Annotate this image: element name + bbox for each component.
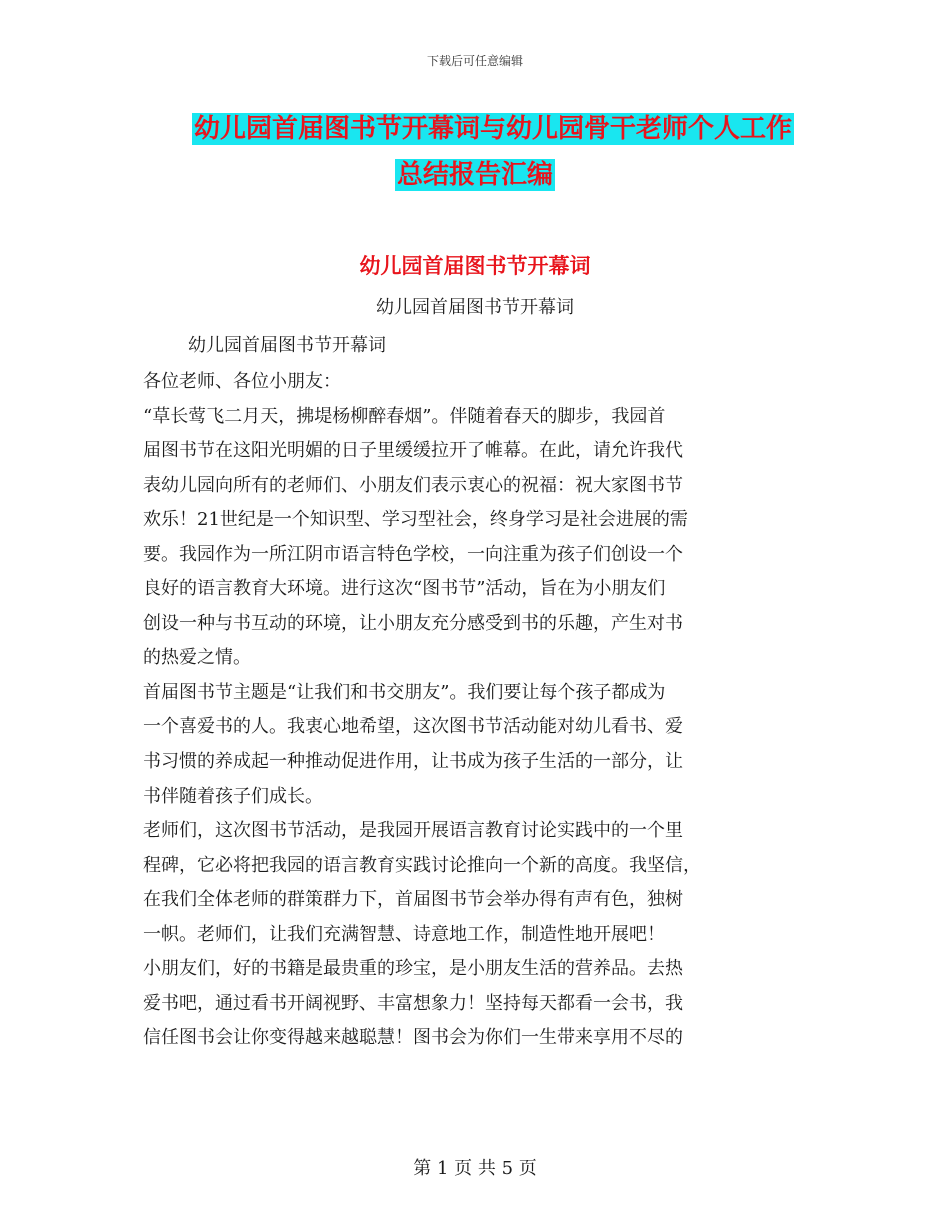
body-line: 欢乐！21世纪是一个知识型、学习型社会，终身学习是社会进展的需 bbox=[143, 509, 688, 531]
document-title-line-2 bbox=[0, 156, 950, 194]
body-line: 书伴随着孩子们成长。 bbox=[143, 785, 323, 807]
document-title-line-1 bbox=[18, 110, 950, 148]
body-line: 良好的语言教育大环境。进行这次“图书节”活动，旨在为小朋友们 bbox=[143, 578, 666, 600]
body-line: 小朋友们，好的书籍是最贵重的珍宝，是小朋友生活的营养品。去热 bbox=[143, 958, 683, 980]
body-line: 信任图书会让你变得越来越聪慧！图书会为你们一生带来享用不尽的 bbox=[143, 1027, 683, 1049]
page-number-footer: 第 1 页 共 5 页 bbox=[413, 1158, 537, 1179]
body-line: 程碑，它必将把我园的语言教育实践讨论推向一个新的高度。我坚信， bbox=[143, 854, 701, 876]
body-text bbox=[143, 365, 803, 1056]
body-line: 各位老师、各位小朋友： bbox=[143, 371, 341, 392]
body-line: 表幼儿园向所有的老师们、小朋友们表示衷心的祝福：祝大家图书节 bbox=[143, 474, 683, 496]
indented-subheading: 幼儿园首届图书节开幕词 bbox=[188, 335, 386, 356]
document-title-line-1-text: 幼儿园首届图书节开幕词与幼儿园骨干老师个人工作 bbox=[193, 114, 792, 144]
body-line: 届图书节在这阳光明媚的日子里缓缓拉开了帷幕。在此，请允许我代 bbox=[143, 440, 683, 462]
document-title-line-2-text: 总结报告汇编 bbox=[396, 160, 553, 190]
body-line: 要。我园作为一所江阴市语言特色学校，一向注重为孩子们创设一个 bbox=[143, 543, 683, 565]
body-line: 在我们全体老师的群策群力下，首届图书节会举办得有声有色，独树 bbox=[143, 889, 683, 911]
body-line: 书习惯的养成起一种推动促进作用，让书成为孩子生活的一部分，让 bbox=[143, 751, 683, 773]
body-line: 一帜。老师们，让我们充满智慧、诗意地工作，制造性地开展吧！ bbox=[143, 923, 665, 945]
section-title: 幼儿园首届图书节开幕词 bbox=[359, 254, 591, 278]
page-header-note: 下载后可任意编辑 bbox=[426, 54, 523, 68]
body-line: 爱书吧，通过看书开阔视野、丰富想象力！坚持每天都看一会书，我 bbox=[143, 992, 683, 1014]
body-line: 一个喜爱书的人。我衷心地希望，这次图书节活动能对幼儿看书、爱 bbox=[143, 716, 683, 738]
body-line: 首届图书节主题是“让我们和书交朋友”。我们要让每个孩子都成为 bbox=[143, 681, 666, 703]
body-line: 的热爱之情。 bbox=[143, 647, 251, 669]
body-line: 老师们，这次图书节活动，是我园开展语言教育讨论实践中的一个里 bbox=[143, 820, 683, 842]
body-line: 创设一种与书互动的环境，让小朋友充分感受到书的乐趣，产生对书 bbox=[143, 612, 683, 634]
body-line: “草长莺飞二月天，拂堤杨柳醉春烟”。伴随着春天的脚步，我园首 bbox=[143, 405, 666, 427]
centered-subheading: 幼儿园首届图书节开幕词 bbox=[376, 297, 574, 318]
